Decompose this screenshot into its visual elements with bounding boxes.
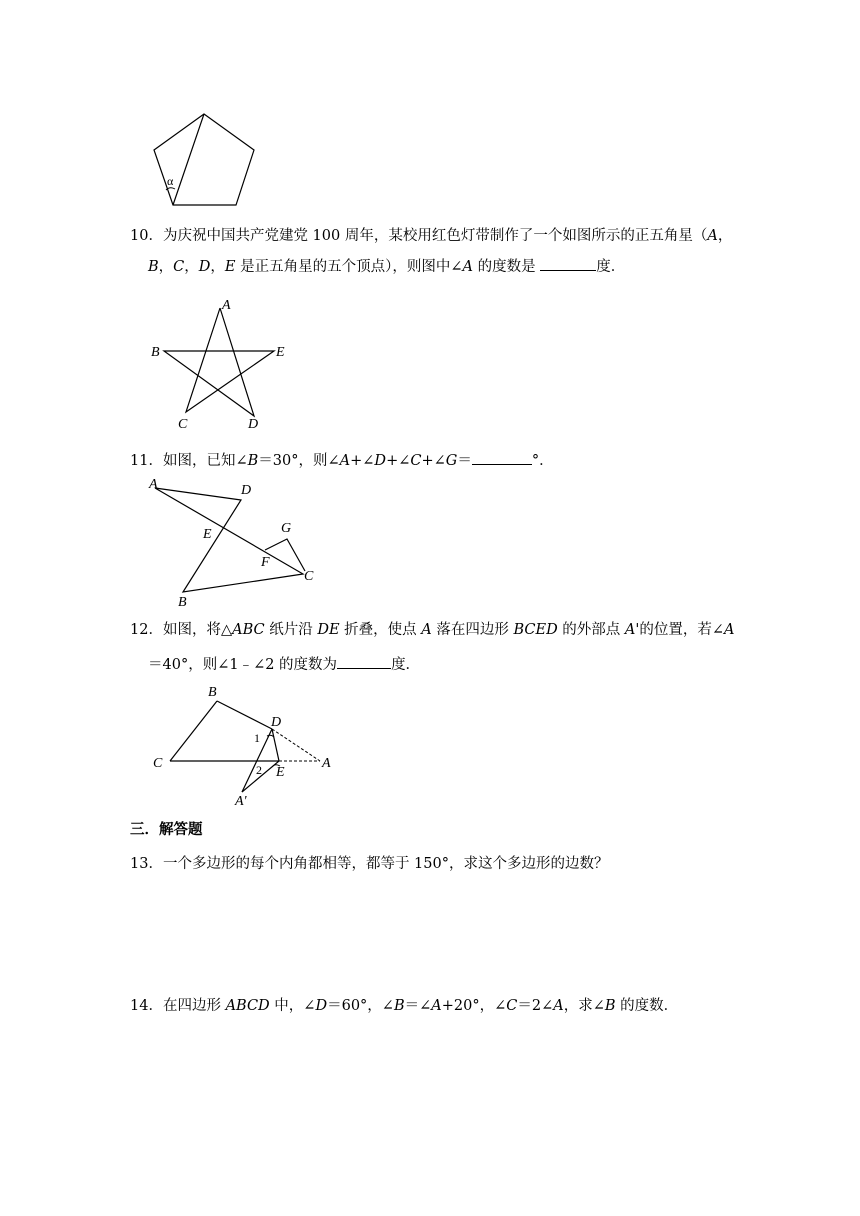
q11-label-f: F [261,555,270,570]
q10-line2: B，C，D，E 是正五角星的五个顶点），则图中∠A 的度数是 度． [148,256,625,277]
q11-label-a: A [149,477,158,492]
q12-label-a-prime: A' [235,794,247,809]
q11-label-e: E [203,527,212,542]
q11-answer-blank[interactable] [472,450,532,465]
pentagon-figure [150,112,270,212]
q11-label-d: D [241,483,252,498]
q12-line1: 12．如图，将△ABC 纸片沿 DE 折叠，使点 A 落在四边形 BCED 的外部点 A'的位置，若∠A [130,622,735,638]
fold-figure [150,684,350,814]
q12-label-1: 1 [254,731,260,745]
star-figure [148,296,308,432]
q12-line2: ＝40°，则∠1﹣∠2 的度数为 度． [148,654,420,675]
q12-label-d: D [271,715,282,730]
q10-answer-blank[interactable] [540,256,596,271]
q11-line: 11．如图，已知∠B＝30°，则∠A+∠D+∠C+∠G＝ °． [130,450,554,471]
pentagon-outline [154,114,254,205]
q12-seg-de [272,729,279,761]
q12-label-a: A [322,756,331,771]
star-label-d: D [248,417,259,432]
q12-answer-blank[interactable] [337,654,391,669]
section-heading: 三．解答题 [130,822,203,838]
q12-seg-da-dashed [272,729,320,761]
q12-seg-bd [217,701,272,729]
q11-label-b: B [178,595,187,610]
angle-sum-figure [145,476,345,610]
q11-outline [155,488,303,592]
star-label-a: A [222,298,231,313]
q11-label-g: G [281,521,292,536]
star-label-c: C [178,417,188,432]
q12-label-b: B [208,685,217,700]
q12-label-c: C [153,756,163,771]
star-outline [164,308,274,416]
q12-seg-cb [170,701,217,761]
q14-line: 14．在四边形 ABCD 中，∠D＝60°，∠B＝∠A+20°，∠C＝2∠A，求∠B 的度数． [130,998,679,1014]
q12-label-2: 2 [256,763,262,777]
star-label-b: B [151,345,160,360]
q13-line: 13．一个多边形的每个内角都相等，都等于 150°，求这个多边形的边数？ [130,856,609,872]
pentagon-diagonal [173,114,204,205]
star-label-e: E [276,345,285,360]
q12-label-e: E [276,765,285,780]
q11-label-c: C [304,569,314,584]
alpha-label: α [167,174,174,188]
q10-line1: 10．为庆祝中国共产党建党 100 周年，某校用红色灯带制作了一个如图所示的正五角星（A， [130,228,733,244]
